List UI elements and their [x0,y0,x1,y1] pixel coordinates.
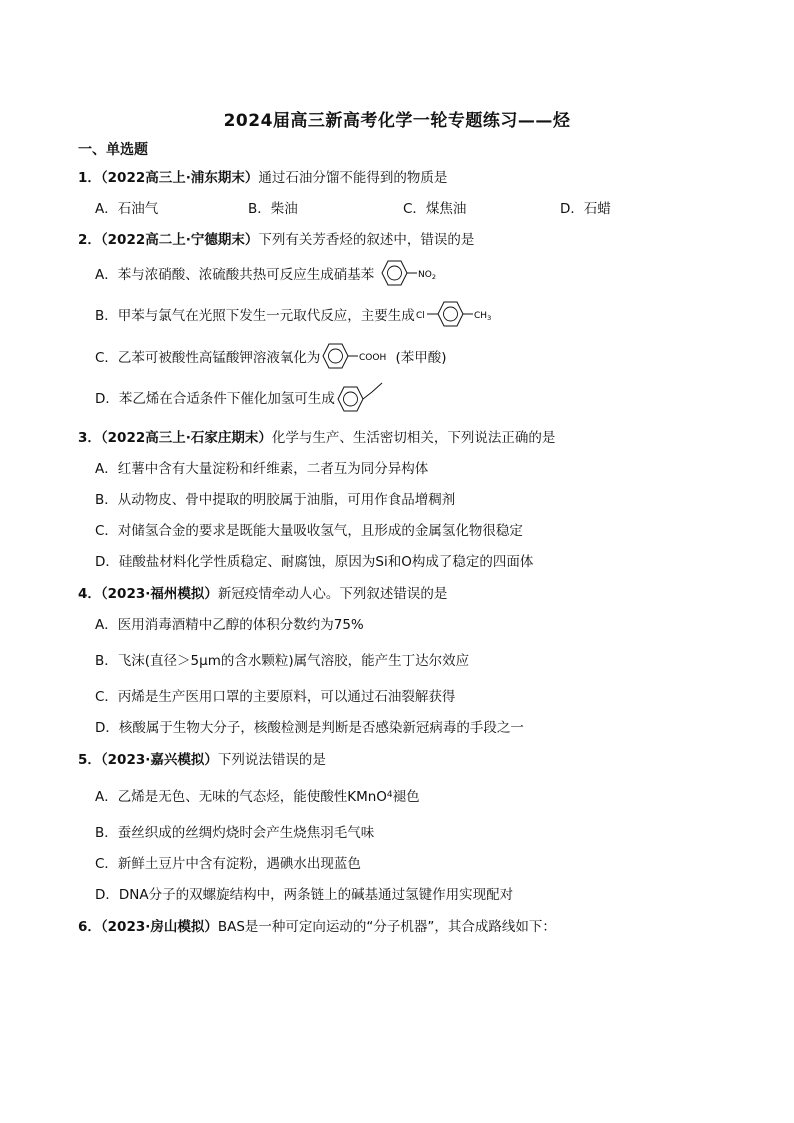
question-stem: BAS是一种可定向运动的“分子机器”，其合成路线如下： [217,919,556,935]
question-number: 2． [78,232,101,248]
option-tail: (苯甲酸) [395,350,447,366]
question-number: 3． [78,430,101,446]
subscript: 4 [386,790,393,800]
option-text: C．乙苯可被酸性高锰酸钾溶液氧化为 [95,350,321,366]
option-c: C．丙烯是生产医用口罩的主要原料，可以通过石油裂解获得 [95,689,456,705]
option-b: B．柴油 [248,201,298,217]
question-source: （2022高二上·宁德期末） [100,232,259,248]
question-4 [78,582,447,602]
question-stem: 通过石油分馏不能得到的物质是 [258,170,448,186]
option-b: B．从动物皮、骨中提取的明胶属于油脂，可用作食品增稠剂 [95,492,456,508]
option-c: C．煤焦油 [403,201,467,217]
question-stem: 新冠疫情牵动人心。下列叙述错误的是 [217,586,448,602]
option-b: B．蚕丝织成的丝绸灼烧时会产生烧焦羽毛气味 [95,825,375,841]
question-source: （2022高三上·浦东期末） [100,170,259,186]
question-stem: 化学与生产、生活密切相关，下列说法正确的是 [271,430,556,446]
question-number: 4． [78,586,101,602]
option-d: D．硅酸盐材料化学性质稳定、耐腐蚀，原因为Si和O构成了稳定的四面体 [95,554,534,570]
question-2 [78,228,474,248]
option-d: D．石蜡 [560,201,611,217]
question-5 [78,748,326,768]
option-text: D．苯乙烯在合适条件下催化加氢可生成 [95,391,335,407]
option-a: A．医用消毒酒精中乙醇的体积分数约为75% [95,617,364,633]
option-b [95,299,508,329]
question-6 [78,915,556,935]
page-title: 2024届高三新高考化学一轮专题练习——烃 [223,111,571,131]
option-b: B．飞沫(直径＞5μm的含水颗粒)属气溶胶，能产生丁达尔效应 [95,653,470,669]
question-number: 6． [78,919,101,935]
option-a [95,785,420,805]
option-c: C．对储氢合金的要求是既能大量吸收氢气，且形成的金属氢化物很稳定 [95,523,523,539]
p-chlorotoluene-structure [416,299,508,329]
option-a [95,258,445,288]
ch3-label: $CH_3$ [473,311,491,322]
question-number: 1． [78,170,101,186]
option-a: A．红薯中含有大量淀粉和纤维素，二者互为同分异构体 [95,461,429,477]
question-stem: 下列说法错误的是 [217,752,326,768]
question-source: （2023·福州模拟） [100,586,218,602]
cl-label: Cl [415,311,425,321]
question-source: （2022高三上·石家庄期末） [100,430,272,446]
option-c [95,341,446,371]
ethylbenzene-structure [336,380,386,414]
question-3 [78,426,555,446]
nitrobenzene-structure [375,258,445,288]
option-text: A．乙烯是无色、无味的气态烃，能使酸性KMnO [95,789,387,805]
cooh-label: COOH [359,353,387,363]
no2-label: $NO_2$ [418,270,437,281]
benzoic-acid-structure [321,341,395,371]
option-d [95,380,386,414]
option-d: D．DNA分子的双螺旋结构中，两条链上的碱基通过氢键作用实现配对 [95,887,514,903]
section-heading: 一、单选题 [78,142,148,158]
question-stem: 下列有关芳香烃的叙述中，错误的是 [258,232,475,248]
option-text: B．甲苯与氯气在光照下发生一元取代反应，主要生成 [95,308,415,324]
question-1 [78,166,447,186]
option-tail: 褪色 [392,789,420,805]
option-a: A．石油气 [95,201,159,217]
question-source: （2023·房山模拟） [100,919,218,935]
option-text: A．苯与浓硝酸、浓硫酸共热可反应生成硝基苯 [95,267,375,283]
question-number: 5． [78,752,101,768]
question-source: （2023·嘉兴模拟） [100,752,218,768]
option-c: C．新鲜土豆片中含有淀粉，遇碘水出现蓝色 [95,856,361,872]
option-d: D．核酸属于生物大分子，核酸检测是判断是否感染新冠病毒的手段之一 [95,720,524,736]
